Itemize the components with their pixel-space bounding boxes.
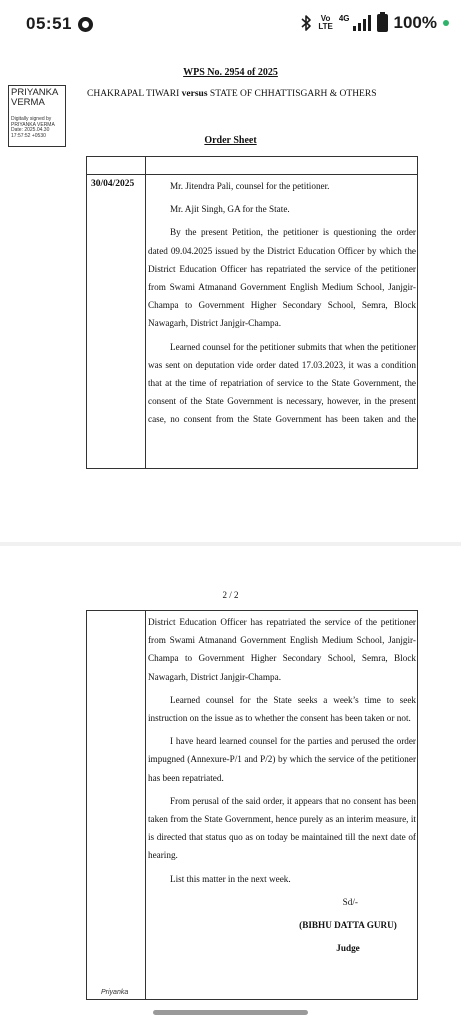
order-paragraph: Mr. Ajit Singh, GA for the State. (170, 204, 290, 215)
order-paragraph: List this matter in the next week. (170, 873, 291, 884)
case-number: WPS No. 2954 of 2025 (183, 67, 278, 78)
judge-name: (BIBHU DATTA GURU) (299, 920, 397, 931)
order-date: 30/04/2025 (91, 179, 135, 189)
petitioner-name: CHAKRAPAL TIWARI (87, 89, 180, 99)
clerk-initials: Priyanka (101, 989, 129, 996)
order-text (148, 177, 416, 429)
order-table-continued (86, 610, 418, 1000)
order-paragraph: District Education Officer has repatriated the service of the petitioner from Swami Atmanand Government English Medium School, Janjgir-Champa to Government Higher Secondary School, Semra, Block Nawagarh, District Janjgir-Champa. (148, 617, 416, 682)
app-notification-icon (78, 17, 93, 32)
order-paragraph: I have heard learned counsel for the parties and perused the order impugned (Annexure-P/1 and P/2) by which the service of the petitioner has been repatriated. (148, 736, 416, 783)
order-paragraph: Learned counsel for the petitioner submits that when the petitioner was sent on deputation vide order dated 17.03.2023, it was a condition that at the time of repatriation of service to the State Government, the consent of the State Government is necessary, however, in the present case, no consent from the State Government has been taken and the (148, 341, 416, 425)
case-parties (87, 89, 376, 99)
order-sheet-title: Order Sheet (204, 135, 257, 146)
order-text (148, 613, 416, 962)
versus-label: versus (181, 89, 208, 99)
bluetooth-icon (300, 14, 312, 32)
status-icons (300, 12, 449, 34)
battery-percentage: 100% (393, 13, 437, 32)
clock: 05:51 (26, 14, 72, 33)
judge-title: Judge (336, 943, 360, 954)
document-page-2[interactable] (0, 546, 461, 1024)
battery-icon (377, 14, 388, 32)
order-paragraph: Mr. Jitendra Pali, counsel for the petitioner. (170, 181, 330, 191)
respondent-name: STATE OF CHHATTISGARH & OTHERS (209, 89, 377, 99)
sd-mark: Sd/- (342, 896, 358, 907)
order-table (86, 156, 418, 469)
signature-detail: Digitally signed by PRIYANKA VERMA Date: 2025.04.30 17:57:52 +0530 (11, 116, 55, 139)
table-divider (145, 611, 146, 999)
privacy-dot-icon (443, 20, 449, 26)
home-gesture-bar[interactable] (153, 1010, 308, 1015)
status-bar (0, 0, 461, 52)
order-paragraph: Learned counsel for the State seeks a week’s time to seek instruction on the issue as to whether the consent has been taken or not. (148, 694, 416, 724)
table-divider (87, 174, 417, 175)
page-number: 2 / 2 (222, 590, 239, 600)
signal-icon: 4G (339, 15, 371, 31)
table-divider (145, 157, 146, 468)
signer-name: PRIYANKA VERMA (11, 87, 58, 108)
document-page-1[interactable] (0, 52, 461, 542)
order-paragraph: By the present Petition, the petitioner is questioning the order dated 09.04.2025 issued by the District Education Officer by which the District Education Officer has repatriated the service of the petitioner from Swami Atmanand Government English Medium School, Janjgir-Champa to Government Higher Secondary School, Semra, Block Nawagarh, District Janjgir-Champa. (148, 227, 416, 329)
order-paragraph: From perusal of the said order, it appears that no consent has been taken from the State Government, hence purely as an interim measure, it is directed that status quo as on today be maintained till the next date of hearing. (148, 795, 416, 861)
volte-icon: Vo LTE (318, 14, 333, 31)
